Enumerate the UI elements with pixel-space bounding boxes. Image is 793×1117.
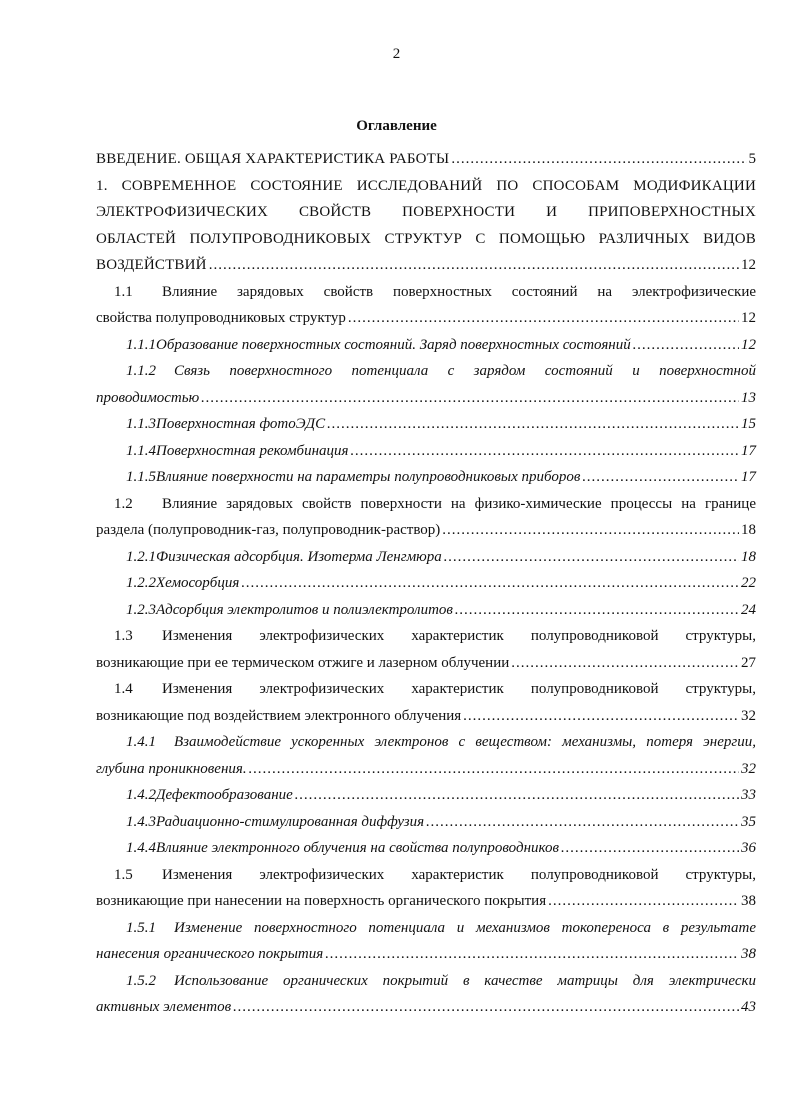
toc-page-number: 33	[741, 787, 756, 803]
toc-entry-text: свойства полупроводниковых структур	[96, 310, 346, 326]
dot-leader	[633, 332, 739, 359]
dot-leader	[426, 809, 739, 836]
toc-page-number: 17	[741, 442, 756, 459]
dot-leader	[451, 146, 746, 173]
toc-entry-text: Влияние зарядовых свойств поверхности на физико-химические процессы на границе	[162, 495, 756, 512]
toc-entry-number: 1.3	[114, 628, 133, 644]
toc-entry[interactable]	[96, 862, 756, 915]
toc-entry-text: активных элементов	[96, 999, 232, 1015]
toc-page-number: 5	[748, 151, 756, 167]
dot-leader	[455, 597, 739, 624]
toc-entry-number: 1.4.1	[126, 734, 156, 750]
toc-entry-text: Физическая адсорбция. Изотерма Ленгмюра	[156, 548, 442, 565]
toc-entry-text: Взаимодействие ускоренных электронов с веществом: механизмы, потеря энергии,	[174, 734, 756, 750]
toc-page-number: 18	[741, 548, 756, 565]
toc-entry-text: раздела (полупроводник-газ, полупроводник-раствор)	[96, 522, 441, 538]
toc-page-number: 35	[741, 813, 756, 830]
toc-entry-text: Радиационно-стимулированная диффузия	[156, 813, 425, 830]
toc-entry-number: 1.1.3	[126, 416, 156, 432]
toc-entry[interactable]	[96, 438, 756, 465]
toc-entry-text: Влияние поверхности на параметры полупроводниковых приборов	[156, 469, 581, 485]
toc-page-number: 18	[741, 522, 756, 538]
toc-entry-text: ОБЛАСТЕЙ ПОЛУПРОВОДНИКОВЫХ СТРУКТУР С ПОМОЩЬЮ РАЗЛИЧНЫХ ВИДОВ	[96, 230, 756, 247]
toc-entry-text: проводимостью	[96, 389, 200, 406]
toc-page-number: 12	[741, 310, 756, 326]
dot-leader	[582, 464, 739, 491]
toc-entry-number: 1.4.4	[126, 840, 156, 856]
toc-entry-text: возникающие при нанесении на поверхность органического покрытия	[96, 893, 547, 909]
toc-entry-number: 1.1.5	[126, 469, 156, 485]
toc-entry[interactable]	[96, 173, 756, 279]
toc-entry-number: 1.2	[114, 495, 133, 512]
toc-entry-text: нанесения органического покрытия	[96, 946, 324, 962]
toc-page-number: 22	[741, 575, 756, 591]
dot-leader	[442, 517, 739, 544]
dot-leader	[209, 252, 739, 279]
toc-entry-number: 1.2.1	[126, 548, 156, 565]
dot-leader	[351, 438, 739, 465]
toc-page-number: 24	[741, 601, 756, 618]
dot-leader	[325, 941, 739, 968]
dot-leader	[201, 385, 739, 412]
toc-page-number: 32	[741, 760, 756, 777]
toc-entry[interactable]	[96, 835, 756, 862]
toc-entry-number: 1.4.3	[126, 813, 156, 830]
toc-page-number: 36	[741, 840, 756, 856]
toc-entry[interactable]	[96, 279, 756, 332]
toc-entry-number: 1.2.2	[126, 575, 156, 591]
toc-entry-text: ВВЕДЕНИЕ. ОБЩАЯ ХАРАКТЕРИСТИКА РАБОТЫ	[96, 151, 450, 167]
dot-leader	[295, 782, 739, 809]
toc-entry-number: 1.5	[114, 866, 133, 883]
toc-entry-number: 1.1.1	[126, 336, 156, 353]
toc-entry[interactable]	[96, 968, 756, 1021]
toc-entry-text: Изменение поверхностного потенциала и механизмов токопереноса в результате	[174, 919, 756, 936]
toc-entry-text: Адсорбция электролитов и полиэлектролитов	[156, 601, 453, 618]
toc-entry[interactable]	[96, 491, 756, 544]
toc-page-number: 12	[741, 257, 756, 273]
toc-entry-number: 1.1.4	[126, 442, 156, 459]
dot-leader	[561, 835, 739, 862]
toc-page-number: 13	[741, 389, 756, 406]
toc-entry[interactable]	[96, 729, 756, 782]
toc-page-number: 12	[741, 336, 756, 353]
page-number: 2	[392, 46, 401, 62]
dot-leader	[463, 703, 739, 730]
dot-leader	[327, 411, 739, 438]
toc-entry[interactable]	[96, 623, 756, 676]
dot-leader	[444, 544, 739, 571]
toc-entry-text: ВОЗДЕЙСТВИЙ	[96, 257, 207, 273]
toc-entry-number: 1.1.2	[126, 363, 156, 379]
toc-entry-text: ЭЛЕКТРОФИЗИЧЕСКИХ СВОЙСТВ ПОВЕРХНОСТИ И ПРИПОВЕРХНОСТНЫХ	[96, 204, 756, 220]
toc-entry-text: Влияние электронного облучения на свойства полупроводников	[156, 840, 559, 856]
toc-entry-text: Изменения электрофизических характеристик полупроводниковой структуры,	[162, 866, 756, 883]
dot-leader	[548, 888, 739, 915]
toc-entry-text: возникающие под воздействием электронного облучения	[96, 707, 462, 724]
toc-entry-text: Влияние зарядовых свойств поверхностных состояний на электрофизические	[162, 283, 756, 300]
toc-entry[interactable]	[96, 544, 756, 571]
toc-entry-text: Поверхностная рекомбинация	[156, 442, 349, 459]
toc-entry-text: Изменения электрофизических характеристик полупроводниковой структуры,	[162, 681, 756, 697]
toc-entry-number: 1.2.3	[126, 601, 156, 618]
toc-entry[interactable]	[96, 597, 756, 624]
toc-page-number: 17	[741, 469, 756, 485]
toc-entry[interactable]	[96, 915, 756, 968]
dot-leader	[241, 570, 739, 597]
toc-entry-number: 1.4	[114, 681, 133, 697]
toc-entry[interactable]	[96, 782, 756, 809]
toc-page-number: 38	[741, 946, 756, 962]
toc-entry[interactable]	[96, 676, 756, 729]
toc-entry-text: Дефектообразование	[156, 787, 293, 803]
toc-entry-text: Изменения электрофизических характеристик полупроводниковой структуры,	[162, 628, 756, 644]
toc-entry-number: 1.4.2	[126, 787, 156, 803]
toc-entry-text: Использование органических покрытий в качестве матрицы для электрически	[174, 972, 756, 989]
toc-entry-text: глубина проникновения.	[96, 760, 247, 777]
toc-entry-text: Хемосорбция	[156, 575, 240, 591]
toc-entry-text: возникающие при ее термическом отжиге и лазерном облучении	[96, 654, 510, 671]
toc-page-number: 43	[741, 999, 756, 1015]
toc-entry[interactable]	[96, 358, 756, 411]
toc-entry[interactable]	[96, 809, 756, 836]
dot-leader	[348, 305, 739, 332]
dot-leader	[511, 650, 739, 677]
toc-entry-text: Связь поверхностного потенциала с зарядом состояний и поверхностной	[174, 363, 756, 379]
dot-leader	[233, 994, 739, 1021]
toc-entry-number: 1.5.1	[126, 919, 156, 936]
toc-page-number: 38	[741, 893, 756, 909]
table-of-contents	[96, 146, 756, 1021]
toc-entry-number: 1.5.2	[126, 972, 156, 989]
toc-page-number: 27	[741, 654, 756, 671]
toc-entry[interactable]	[96, 464, 756, 491]
toc-entry[interactable]	[96, 411, 756, 438]
toc-page-number: 15	[741, 416, 756, 432]
toc-page-number: 32	[741, 707, 756, 724]
toc-entry-text: Образование поверхностных состояний. Заряд поверхностных состояний	[156, 336, 631, 353]
toc-title: Оглавление	[356, 118, 437, 134]
toc-entry[interactable]	[96, 570, 756, 597]
dot-leader	[249, 756, 739, 783]
toc-entry[interactable]	[96, 332, 756, 359]
toc-entry-text: Поверхностная фотоЭДС	[156, 416, 326, 432]
toc-entry-text: 1. СОВРЕМЕННОЕ СОСТОЯНИЕ ИССЛЕДОВАНИЙ ПО СПОСОБАМ МОДИФИКАЦИИ	[96, 177, 756, 194]
toc-entry[interactable]	[96, 146, 756, 173]
toc-entry-number: 1.1	[114, 283, 133, 300]
